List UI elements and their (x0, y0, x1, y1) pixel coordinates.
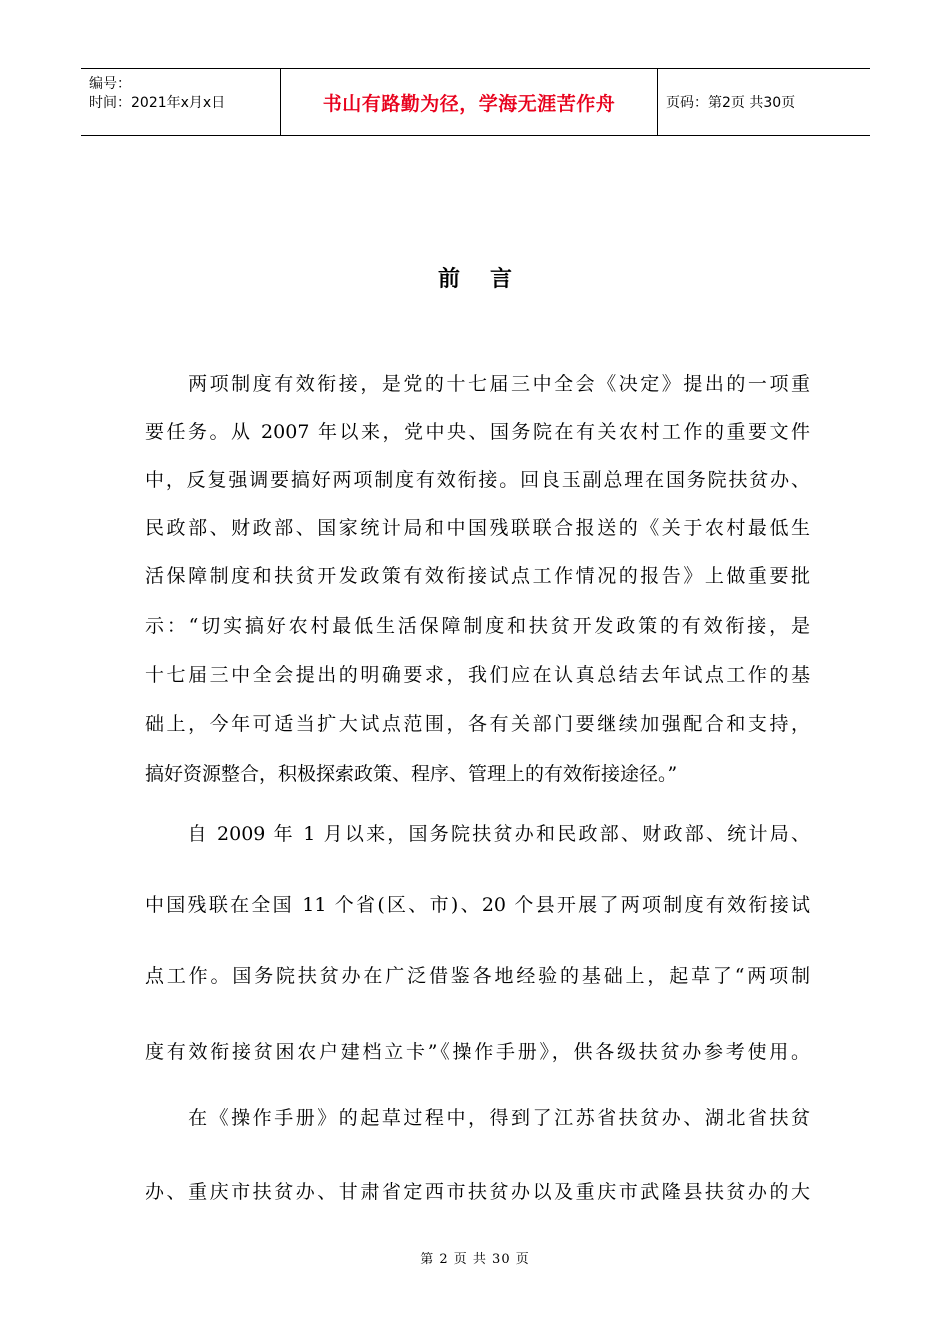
document-header (81, 68, 870, 136)
text-line: 示：“切实搞好农村最低生活保障制度和扶贫开发政策的有效衔接，是 (145, 615, 810, 637)
header-meta-cell (81, 69, 281, 135)
text-line: 两项制度有效衔接，是党的十七届三中全会《决定》提出的一项重 (145, 373, 810, 395)
text-line: 十七届三中全会提出的明确要求，我们应在认真总结去年试点工作的基 (145, 664, 810, 686)
text-line: 自 2009 年 1 月以来，国务院扶贫办和民政部、财政部、统计局、 (145, 823, 810, 845)
header-motto-cell (281, 69, 658, 135)
header-page-cell (658, 69, 870, 135)
text-line: 中国残联在全国 11 个省(区、市)、20 个县开展了两项制度有效衔接试 (145, 894, 810, 916)
text-line: 度有效衔接贫困农户建档立卡”《操作手册》，供各级扶贫办参考使用。 (145, 1041, 810, 1063)
header-page-info: 页码：第2页 共30页 (666, 95, 796, 111)
text-line: 要任务。从 2007 年以来，党中央、国务院在有关农村工作的重要文件 (145, 421, 810, 443)
text-line: 办、重庆市扶贫办、甘肃省定西市扶贫办以及重庆市武隆县扶贫办的大 (145, 1181, 810, 1203)
page-footer: 第 2 页 共 30 页 (420, 1252, 530, 1267)
text-line: 点工作。国务院扶贫办在广泛借鉴各地经验的基础上，起草了“两项制 (145, 965, 810, 987)
text-line: 活保障制度和扶贫开发政策有效衔接试点工作情况的报告》上做重要批 (145, 565, 810, 587)
serial-label: 编号： (89, 76, 131, 92)
page-title: 前言 (437, 267, 542, 292)
text-line: 搞好资源整合，积极探索政策、程序、管理上的有效衔接途径。” (145, 763, 678, 785)
text-line: 在《操作手册》的起草过程中，得到了江苏省扶贫办、湖北省扶贫 (145, 1107, 810, 1129)
text-line: 民政部、财政部、国家统计局和中国残联联合报送的《关于农村最低生 (145, 517, 810, 539)
text-line: 础上，今年可适当扩大试点范围，各有关部门要继续加强配合和支持， (145, 713, 810, 735)
text-line: 中，反复强调要搞好两项制度有效衔接。回良玉副总理在国务院扶贫办、 (145, 469, 810, 491)
time-label: 时间：2021年x月x日 (89, 95, 226, 111)
header-motto: 书山有路勤为径，学海无涯苦作舟 (322, 92, 616, 115)
